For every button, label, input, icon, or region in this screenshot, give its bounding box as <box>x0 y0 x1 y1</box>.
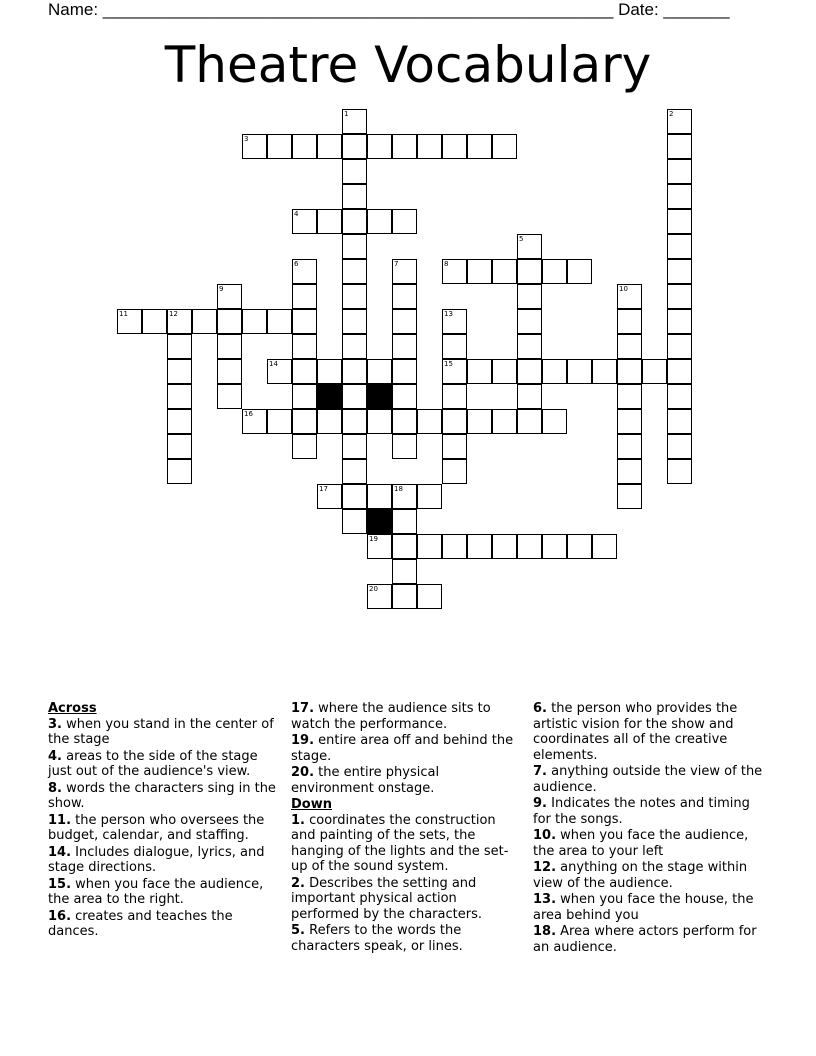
clue-number-label: 18. <box>533 924 557 939</box>
grid-cell[interactable] <box>667 284 692 309</box>
grid-cell[interactable] <box>292 359 317 384</box>
grid-cell[interactable] <box>617 484 642 509</box>
grid-cell[interactable] <box>442 409 467 434</box>
grid-cell[interactable] <box>217 284 242 309</box>
grid-cell[interactable] <box>317 209 342 234</box>
grid-cell[interactable] <box>617 384 642 409</box>
clue-text: areas to the side of the stage just out of the audience's view. <box>48 748 258 779</box>
clue-number: 1 <box>344 110 349 118</box>
clue <box>48 813 280 844</box>
grid-cell[interactable] <box>167 409 192 434</box>
clue-text: when you face the house, the area behind you <box>533 892 754 923</box>
clue-number-label: 14. <box>48 844 72 860</box>
grid-cell[interactable] <box>392 434 417 459</box>
grid-cell[interactable] <box>367 484 392 509</box>
grid-cell[interactable] <box>667 334 692 359</box>
grid-cell[interactable] <box>342 384 367 409</box>
clue-text: Includes dialogue, lyrics, and stage directions. <box>48 844 265 875</box>
grid-cell[interactable] <box>392 559 417 584</box>
clue <box>291 813 523 875</box>
grid-cell[interactable] <box>367 134 392 159</box>
grid-cell[interactable] <box>342 184 367 209</box>
grid-cell[interactable] <box>517 359 542 384</box>
grid-cell[interactable] <box>342 234 367 259</box>
grid-cell[interactable] <box>267 409 292 434</box>
grid-cell[interactable] <box>517 384 542 409</box>
grid-cell[interactable] <box>517 309 542 334</box>
grid-cell[interactable] <box>292 309 317 334</box>
name-date-line: Name: ______________________________________________________ Date: _______ <box>48 0 730 19</box>
grid-cell[interactable] <box>492 259 517 284</box>
clue-number: 17 <box>319 485 328 493</box>
grid-cell[interactable] <box>517 334 542 359</box>
grid-cell[interactable] <box>467 534 492 559</box>
clues-column-1 <box>48 701 280 941</box>
grid-cell[interactable] <box>392 409 417 434</box>
clue-section-heading: Down <box>291 797 332 812</box>
clue <box>533 860 765 891</box>
grid-cell[interactable] <box>367 409 392 434</box>
clue-number-label: 5. <box>291 923 305 938</box>
grid-cell[interactable] <box>542 534 567 559</box>
grid-cell[interactable] <box>592 534 617 559</box>
clue <box>533 764 765 795</box>
grid-cell[interactable] <box>342 359 367 384</box>
grid-cell[interactable] <box>617 459 642 484</box>
clue-text: words the characters sing in the show. <box>48 780 276 811</box>
clue-number: 12 <box>169 310 178 318</box>
grid-cell[interactable] <box>292 259 317 284</box>
page-title: Theatre Vocabulary <box>164 36 652 94</box>
clue-text: anything outside the view of the audience. <box>533 764 763 795</box>
grid-cell[interactable] <box>217 384 242 409</box>
clue-text: the person who oversees the budget, calendar, and staffing. <box>48 812 265 843</box>
clue <box>48 909 280 940</box>
clue-text: the entire physical environment onstage. <box>291 765 440 796</box>
clue-text: Indicates the notes and timing for the songs. <box>533 796 750 827</box>
grid-block-cell <box>367 509 392 534</box>
grid-cell[interactable] <box>667 134 692 159</box>
grid-cell[interactable] <box>292 209 317 234</box>
clue-number-label: 2. <box>291 875 305 891</box>
grid-cell[interactable] <box>417 584 442 609</box>
clue-number: 8 <box>444 260 449 268</box>
clue <box>291 701 523 732</box>
grid-cell[interactable] <box>467 259 492 284</box>
grid-cell[interactable] <box>342 159 367 184</box>
clue-text: Refers to the words the characters speak, or lines. <box>291 923 463 954</box>
clue <box>48 877 280 908</box>
grid-cell[interactable] <box>242 309 267 334</box>
clue-text: Describes the setting and important physical action performed by the characters. <box>291 875 482 922</box>
clue-text: entire area off and behind the stage. <box>291 733 514 764</box>
grid-cell[interactable] <box>167 459 192 484</box>
grid-cell[interactable] <box>467 359 492 384</box>
grid-cell[interactable] <box>367 209 392 234</box>
grid-cell[interactable] <box>267 309 292 334</box>
grid-cell[interactable] <box>417 484 442 509</box>
clue-number-label: 16. <box>48 908 72 924</box>
grid-cell[interactable] <box>242 134 267 159</box>
grid-cell[interactable] <box>417 134 442 159</box>
grid-cell[interactable] <box>117 309 142 334</box>
clue-number-label: 20. <box>291 765 315 780</box>
grid-cell[interactable] <box>342 259 367 284</box>
grid-cell[interactable] <box>342 209 367 234</box>
grid-cell[interactable] <box>567 534 592 559</box>
grid-cell[interactable] <box>517 534 542 559</box>
grid-cell[interactable] <box>217 334 242 359</box>
grid-cell[interactable] <box>667 159 692 184</box>
grid-cell[interactable] <box>667 234 692 259</box>
clue-number-label: 13. <box>533 892 557 907</box>
grid-cell[interactable] <box>342 334 367 359</box>
grid-cell[interactable] <box>392 509 417 534</box>
grid-cell[interactable] <box>442 459 467 484</box>
grid-cell[interactable] <box>667 209 692 234</box>
clue-number-label: 10. <box>533 828 557 843</box>
grid-cell[interactable] <box>392 384 417 409</box>
clues-column-2 <box>291 701 523 955</box>
grid-cell[interactable] <box>292 334 317 359</box>
clue-text: where the audience sits to watch the performance. <box>291 701 491 732</box>
grid-cell[interactable] <box>667 459 692 484</box>
clue-number: 7 <box>394 260 399 268</box>
clue-text: Area where actors perform for an audience. <box>533 924 757 955</box>
grid-cell[interactable] <box>617 409 642 434</box>
clue-number: 5 <box>519 235 524 243</box>
grid-cell[interactable] <box>417 534 442 559</box>
clue-text: creates and teaches the dances. <box>48 908 233 939</box>
grid-cell[interactable] <box>167 334 192 359</box>
clue <box>533 892 765 923</box>
grid-cell[interactable] <box>392 309 417 334</box>
grid-cell[interactable] <box>317 409 342 434</box>
grid-cell[interactable] <box>442 384 467 409</box>
grid-cell[interactable] <box>392 584 417 609</box>
clue-number: 6 <box>294 260 299 268</box>
clue <box>48 717 280 748</box>
grid-cell[interactable] <box>617 359 642 384</box>
grid-cell[interactable] <box>517 234 542 259</box>
clue-number: 4 <box>294 210 299 218</box>
grid-cell[interactable] <box>342 409 367 434</box>
grid-cell[interactable] <box>367 359 392 384</box>
grid-cell[interactable] <box>617 434 642 459</box>
grid-cell[interactable] <box>442 534 467 559</box>
grid-cell[interactable] <box>442 334 467 359</box>
grid-cell[interactable] <box>392 359 417 384</box>
grid-cell[interactable] <box>392 284 417 309</box>
grid-cell[interactable] <box>517 259 542 284</box>
grid-cell[interactable] <box>167 309 192 334</box>
clue-number-label: 8. <box>48 780 62 796</box>
clue-number-label: 11. <box>48 812 72 828</box>
grid-cell[interactable] <box>367 534 392 559</box>
grid-cell[interactable] <box>292 134 317 159</box>
clue-text: the person who provides the artistic vision for the show and coordinates all of the creative elements. <box>533 701 738 763</box>
clue <box>48 845 280 876</box>
grid-cell[interactable] <box>392 134 417 159</box>
grid-cell[interactable] <box>667 359 692 384</box>
grid-cell[interactable] <box>317 359 342 384</box>
clue-text: coordinates the construction and painting of the sets, the hanging of the lights and the set-up of the sound system. <box>291 812 509 874</box>
clue-number: 9 <box>219 285 224 293</box>
grid-cell[interactable] <box>617 334 642 359</box>
grid-cell[interactable] <box>317 484 342 509</box>
grid-cell[interactable] <box>442 434 467 459</box>
clue-number-label: 9. <box>533 796 547 811</box>
grid-cell[interactable] <box>342 509 367 534</box>
clue <box>291 765 523 796</box>
clue-section-heading: Across <box>48 701 97 716</box>
grid-cell[interactable] <box>492 134 517 159</box>
grid-cell[interactable] <box>342 109 367 134</box>
grid-cell[interactable] <box>617 309 642 334</box>
grid-cell[interactable] <box>667 259 692 284</box>
grid-cell[interactable] <box>442 359 467 384</box>
grid-cell[interactable] <box>442 309 467 334</box>
grid-cell[interactable] <box>317 134 342 159</box>
grid-cell[interactable] <box>542 259 567 284</box>
clue-number-label: 6. <box>533 701 547 716</box>
clue-text: when you face the audience, the area to the right. <box>48 876 264 907</box>
grid-cell[interactable] <box>392 484 417 509</box>
grid-cell[interactable] <box>642 359 667 384</box>
grid-cell[interactable] <box>492 359 517 384</box>
grid-cell[interactable] <box>667 409 692 434</box>
grid-cell[interactable] <box>342 309 367 334</box>
grid-cell[interactable] <box>292 434 317 459</box>
grid-block-cell <box>317 384 342 409</box>
grid-cell[interactable] <box>167 384 192 409</box>
clue-text: when you face the audience, the area to your left <box>533 828 749 859</box>
clue-number-label: 4. <box>48 748 62 764</box>
grid-cell[interactable] <box>392 334 417 359</box>
clue <box>533 828 765 859</box>
clue-number: 13 <box>444 310 453 318</box>
clue <box>533 701 765 763</box>
grid-cell[interactable] <box>617 284 642 309</box>
clue-number: 20 <box>369 585 378 593</box>
clue-number: 11 <box>119 310 128 318</box>
clue-number-label: 15. <box>48 876 72 892</box>
grid-cell[interactable] <box>417 409 442 434</box>
grid-cell[interactable] <box>167 434 192 459</box>
clue-number: 2 <box>669 110 674 118</box>
grid-cell[interactable] <box>667 184 692 209</box>
clue-number: 3 <box>244 135 249 143</box>
grid-cell[interactable] <box>467 409 492 434</box>
grid-cell[interactable] <box>567 359 592 384</box>
grid-cell[interactable] <box>392 259 417 284</box>
grid-cell[interactable] <box>292 384 317 409</box>
clue-number: 19 <box>369 535 378 543</box>
clue <box>533 796 765 827</box>
grid-cell[interactable] <box>292 409 317 434</box>
grid-cell[interactable] <box>667 309 692 334</box>
clue-text: when you stand in the center of the stage <box>48 716 274 747</box>
grid-cell[interactable] <box>342 284 367 309</box>
clue <box>291 733 523 764</box>
clue-text: anything on the stage within view of the audience. <box>533 860 748 891</box>
grid-cell[interactable] <box>467 134 492 159</box>
grid-cell[interactable] <box>342 459 367 484</box>
grid-cell[interactable] <box>392 209 417 234</box>
clue-number-label: 3. <box>48 716 62 732</box>
grid-cell[interactable] <box>342 434 367 459</box>
clue <box>533 924 765 955</box>
clue-number: 10 <box>619 285 628 293</box>
clue <box>291 876 523 923</box>
grid-cell[interactable] <box>442 259 467 284</box>
grid-cell[interactable] <box>492 409 517 434</box>
clue <box>48 781 280 812</box>
grid-cell[interactable] <box>367 584 392 609</box>
grid-cell[interactable] <box>342 134 367 159</box>
clue <box>291 923 523 954</box>
clue-number-label: 17. <box>291 701 315 716</box>
clue-number-label: 7. <box>533 764 547 779</box>
grid-cell[interactable] <box>667 109 692 134</box>
grid-cell[interactable] <box>342 484 367 509</box>
clue-number-label: 12. <box>533 860 557 875</box>
grid-cell[interactable] <box>217 359 242 384</box>
grid-cell[interactable] <box>192 309 217 334</box>
clue-number: 18 <box>394 485 403 493</box>
grid-cell[interactable] <box>667 384 692 409</box>
grid-cell[interactable] <box>392 534 417 559</box>
clue-number-label: 1. <box>291 812 305 828</box>
grid-cell[interactable] <box>267 134 292 159</box>
grid-cell[interactable] <box>667 434 692 459</box>
grid-cell[interactable] <box>542 409 567 434</box>
grid-cell[interactable] <box>492 534 517 559</box>
grid-cell[interactable] <box>442 134 467 159</box>
clues-column-3 <box>533 701 765 956</box>
grid-cell[interactable] <box>292 284 317 309</box>
clue <box>48 749 280 780</box>
clue-number: 16 <box>244 410 253 418</box>
grid-cell[interactable] <box>267 359 292 384</box>
grid-cell[interactable] <box>142 309 167 334</box>
clue-number: 15 <box>444 360 453 368</box>
grid-cell[interactable] <box>592 359 617 384</box>
grid-cell[interactable] <box>167 359 192 384</box>
grid-cell[interactable] <box>517 284 542 309</box>
clue-number-label: 19. <box>291 733 315 748</box>
grid-cell[interactable] <box>242 409 267 434</box>
grid-cell[interactable] <box>567 259 592 284</box>
clue-number: 14 <box>269 360 278 368</box>
grid-cell[interactable] <box>542 359 567 384</box>
grid-cell[interactable] <box>517 409 542 434</box>
grid-cell[interactable] <box>217 309 242 334</box>
grid-block-cell <box>367 384 392 409</box>
